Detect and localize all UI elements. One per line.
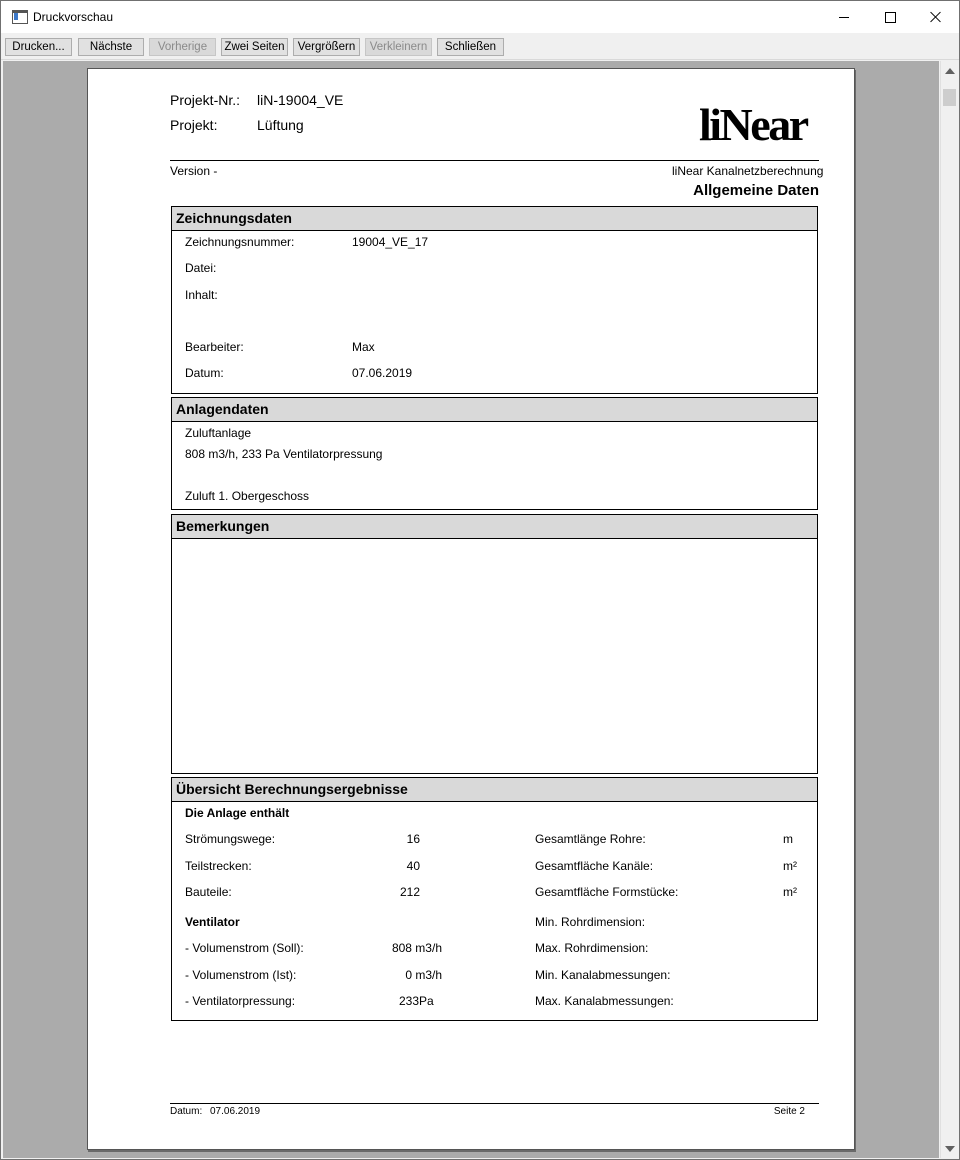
segments-value: 40: [406, 859, 420, 873]
plant-line-1: Zuluftanlage: [185, 426, 252, 440]
max-duct-label: Max. Kanalabmessungen:: [535, 994, 674, 1008]
window-title: Druckvorschau: [33, 10, 114, 24]
date-label: Datum:: [185, 366, 224, 380]
drawing-data-section: [171, 206, 818, 394]
previous-page-button[interactable]: Vorherige: [149, 38, 216, 56]
next-page-button[interactable]: Nächste: [78, 38, 144, 56]
maximize-icon: [885, 12, 896, 23]
drawing-data-heading: Zeichnungsdaten: [172, 207, 817, 231]
flowpaths-value: 16: [406, 832, 420, 846]
flow-actual-value: 0 m3/h: [405, 968, 442, 982]
footer-page-number: Seite 2: [773, 1106, 805, 1117]
app-icon: [12, 10, 28, 24]
min-duct-label: Min. Kanalabmessungen:: [535, 968, 671, 982]
min-pipe-label: Min. Rohrdimension:: [535, 915, 646, 929]
file-label: Datei:: [185, 261, 217, 275]
scroll-thumb[interactable]: [943, 89, 956, 106]
remarks-heading: Bemerkungen: [172, 515, 817, 539]
components-label: Bauteile:: [185, 885, 232, 899]
print-button[interactable]: Drucken...: [5, 38, 72, 56]
duct-area-unit: m²: [783, 859, 797, 873]
minimize-button[interactable]: [821, 1, 867, 33]
flow-target-label: - Volumenstrom (Soll):: [185, 941, 304, 955]
project-nr-value: liN-19004_VE: [257, 92, 344, 108]
fitting-area-label: Gesamtfläche Formstücke:: [535, 885, 679, 899]
software-name: liNear Kanalnetzberechnung: [672, 164, 824, 178]
version-label: Version -: [170, 164, 218, 178]
vertical-scrollbar[interactable]: [940, 61, 959, 1158]
fan-pressure-label: - Ventilatorpressung:: [185, 994, 296, 1008]
zoom-in-button[interactable]: Vergrößern: [293, 38, 360, 56]
scroll-up-icon[interactable]: [945, 68, 955, 74]
plant-line-3: Zuluft 1. Obergeschoss: [185, 489, 310, 503]
pipe-length-unit: m: [783, 832, 793, 846]
flow-actual-label: - Volumenstrom (Ist):: [185, 968, 297, 982]
editor-label: Bearbeiter:: [185, 340, 244, 354]
company-logo: liNear: [699, 99, 807, 150]
date-value: 07.06.2019: [352, 366, 413, 380]
plant-data-heading: Anlagendaten: [172, 398, 817, 422]
minimize-icon: [839, 17, 849, 18]
segments-label: Teilstrecken:: [185, 859, 252, 873]
plant-data-section: [171, 397, 818, 510]
project-value: Lüftung: [257, 117, 304, 133]
footer-divider: [170, 1103, 819, 1104]
title-bar: [1, 1, 959, 33]
project-nr-label: Projekt-Nr.:: [170, 92, 241, 108]
max-pipe-label: Max. Rohrdimension:: [535, 941, 649, 955]
footer-date-label: Datum:: [170, 1106, 203, 1117]
fan-label: Ventilator: [185, 915, 240, 929]
project-label: Projekt:: [170, 117, 218, 133]
components-value: 212: [399, 885, 420, 899]
fan-pressure-value: 233Pa: [399, 994, 434, 1008]
flow-target-value: 808 m3/h: [391, 941, 442, 955]
zoom-out-button[interactable]: Verkleinern: [365, 38, 432, 56]
close-icon: [930, 11, 942, 23]
contains-label: Die Anlage enthält: [185, 806, 290, 820]
maximize-button[interactable]: [867, 1, 913, 33]
results-heading: Übersicht Berechnungsergebnisse: [172, 778, 817, 802]
close-window-button[interactable]: [913, 1, 959, 33]
header-divider: [170, 160, 819, 161]
document-page: [87, 68, 855, 1150]
flowpaths-label: Strömungswege:: [185, 832, 276, 846]
drawing-number-label: Zeichnungsnummer:: [185, 235, 295, 249]
close-preview-button[interactable]: Schließen: [437, 38, 504, 56]
duct-area-label: Gesamtfläche Kanäle:: [535, 859, 654, 873]
editor-value: Max: [352, 340, 375, 354]
content-label: Inhalt:: [185, 288, 218, 302]
results-section: [171, 777, 818, 1021]
drawing-number-value: 19004_VE_17: [352, 235, 429, 249]
two-pages-button[interactable]: Zwei Seiten: [221, 38, 288, 56]
scroll-down-icon[interactable]: [945, 1146, 955, 1152]
fitting-area-unit: m²: [783, 885, 797, 899]
page-title: Allgemeine Daten: [693, 182, 819, 199]
toolbar: [1, 34, 959, 60]
remarks-section: [171, 514, 818, 774]
footer-date-value: 07.06.2019: [210, 1106, 261, 1117]
pipe-length-label: Gesamtlänge Rohre:: [535, 832, 646, 846]
plant-line-2: 808 m3/h, 233 Pa Ventilatorpressung: [185, 447, 383, 461]
